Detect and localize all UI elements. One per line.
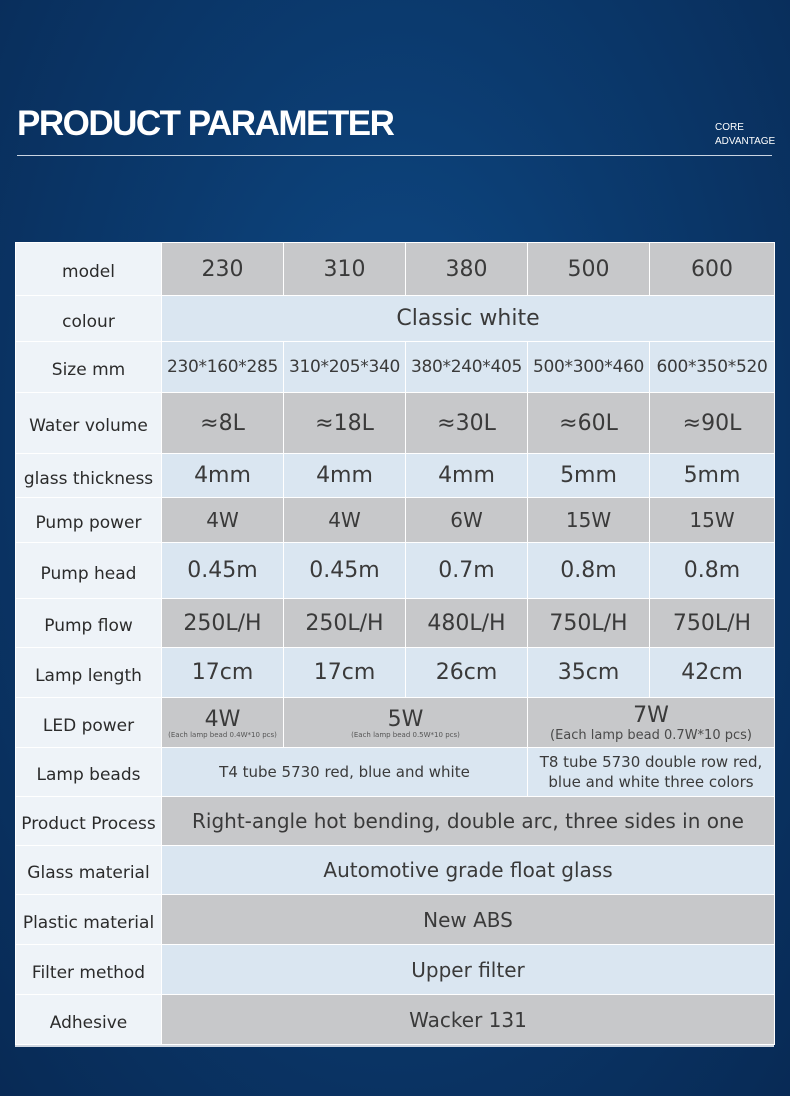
row-product-process	[16, 797, 775, 846]
table-bottom-border	[15, 1045, 774, 1047]
pump-head-cell: 0.45m	[284, 543, 406, 599]
row-label: Lamp length	[16, 648, 162, 698]
lamp-length-cell: 26cm	[406, 648, 528, 698]
row-lamp-length	[16, 648, 775, 698]
row-label: Product Process	[16, 797, 162, 846]
led-power-cell	[162, 698, 284, 748]
model-cell: 500	[528, 243, 650, 296]
led-power-note: (Each lamp bead 0.4W*10 pcs)	[168, 730, 277, 739]
led-power-value: 4W	[204, 706, 241, 732]
row-colour	[16, 296, 775, 342]
lamp-beads-cell: T8 tube 5730 double row red, blue and white three colors	[528, 748, 775, 797]
row-glass-thickness	[16, 454, 775, 498]
lamp-length-cell: 42cm	[650, 648, 775, 698]
pump-flow-cell: 750L/H	[650, 599, 775, 648]
product-process-cell: Right-angle hot bending, double arc, three sides in one	[162, 797, 775, 846]
pump-power-cell: 4W	[284, 498, 406, 543]
led-power-cell	[528, 698, 775, 748]
model-cell: 310	[284, 243, 406, 296]
row-adhesive	[16, 995, 775, 1045]
row-label: Adhesive	[16, 995, 162, 1045]
row-label: Pump power	[16, 498, 162, 543]
row-label: colour	[16, 296, 162, 342]
glass-thickness-cell: 5mm	[650, 454, 775, 498]
pump-power-cell: 6W	[406, 498, 528, 543]
pump-head-cell: 0.8m	[650, 543, 775, 599]
water-volume-cell: ≈60L	[528, 393, 650, 454]
size-cell: 380*240*405	[406, 342, 528, 393]
row-label: glass thickness	[16, 454, 162, 498]
pump-flow-cell: 480L/H	[406, 599, 528, 648]
glass-thickness-cell: 4mm	[406, 454, 528, 498]
pump-power-cell: 4W	[162, 498, 284, 543]
pump-head-cell: 0.7m	[406, 543, 528, 599]
led-power-value: 5W	[387, 706, 424, 732]
plastic-material-cell: New ABS	[162, 895, 775, 945]
size-cell: 310*205*340	[284, 342, 406, 393]
header-divider	[17, 155, 772, 156]
row-filter-method	[16, 945, 775, 995]
core-advantage-label	[715, 121, 785, 149]
row-label: Glass material	[16, 846, 162, 895]
water-volume-cell: ≈30L	[406, 393, 528, 454]
row-pump-power	[16, 498, 775, 543]
adhesive-cell: Wacker 131	[162, 995, 775, 1045]
row-label: Lamp beads	[16, 748, 162, 797]
filter-method-cell: Upper filter	[162, 945, 775, 995]
size-cell: 230*160*285	[162, 342, 284, 393]
lamp-length-cell: 17cm	[284, 648, 406, 698]
model-cell: 600	[650, 243, 775, 296]
pump-flow-cell: 250L/H	[162, 599, 284, 648]
colour-cell: Classic white	[162, 296, 775, 342]
row-label: Water volume	[16, 393, 162, 454]
row-label: model	[16, 243, 162, 296]
row-label: Pump flow	[16, 599, 162, 648]
lamp-beads-cell: T4 tube 5730 red, blue and white	[162, 748, 528, 797]
row-lamp-beads	[16, 748, 775, 797]
row-pump-flow	[16, 599, 775, 648]
led-power-note: (Each lamp bead 0.7W*10 pcs)	[550, 727, 752, 743]
water-volume-cell: ≈18L	[284, 393, 406, 454]
led-power-value: 7W	[633, 702, 669, 728]
row-size	[16, 342, 775, 393]
glass-material-cell: Automotive grade float glass	[162, 846, 775, 895]
led-power-note: (Each lamp bead 0.5W*10 pcs)	[351, 730, 460, 739]
glass-thickness-cell: 5mm	[528, 454, 650, 498]
pump-power-cell: 15W	[650, 498, 775, 543]
pump-head-cell: 0.45m	[162, 543, 284, 599]
water-volume-cell: ≈90L	[650, 393, 775, 454]
pump-head-cell: 0.8m	[528, 543, 650, 599]
row-plastic-material	[16, 895, 775, 945]
row-glass-material	[16, 846, 775, 895]
row-label: Size mm	[16, 342, 162, 393]
lamp-length-cell: 17cm	[162, 648, 284, 698]
lamp-length-cell: 35cm	[528, 648, 650, 698]
core-text: CORE	[715, 122, 744, 133]
pump-flow-cell: 750L/H	[528, 599, 650, 648]
glass-thickness-cell: 4mm	[284, 454, 406, 498]
model-cell: 230	[162, 243, 284, 296]
row-pump-head	[16, 543, 775, 599]
pump-flow-cell: 250L/H	[284, 599, 406, 648]
row-label: Filter method	[16, 945, 162, 995]
row-label: LED power	[16, 698, 162, 748]
row-model	[16, 243, 775, 296]
model-cell: 380	[406, 243, 528, 296]
water-volume-cell: ≈8L	[162, 393, 284, 454]
led-power-cell	[284, 698, 528, 748]
page-title: PRODUCT PARAMETER	[17, 104, 394, 143]
size-cell: 600*350*520	[650, 342, 775, 393]
glass-thickness-cell: 4mm	[162, 454, 284, 498]
product-parameter-table	[15, 242, 775, 1045]
advantage-text: ADVANTAGE	[715, 136, 776, 147]
row-label: Pump head	[16, 543, 162, 599]
row-led-power	[16, 698, 775, 748]
pump-power-cell: 15W	[528, 498, 650, 543]
row-label: Plastic material	[16, 895, 162, 945]
row-water-volume	[16, 393, 775, 454]
size-cell: 500*300*460	[528, 342, 650, 393]
